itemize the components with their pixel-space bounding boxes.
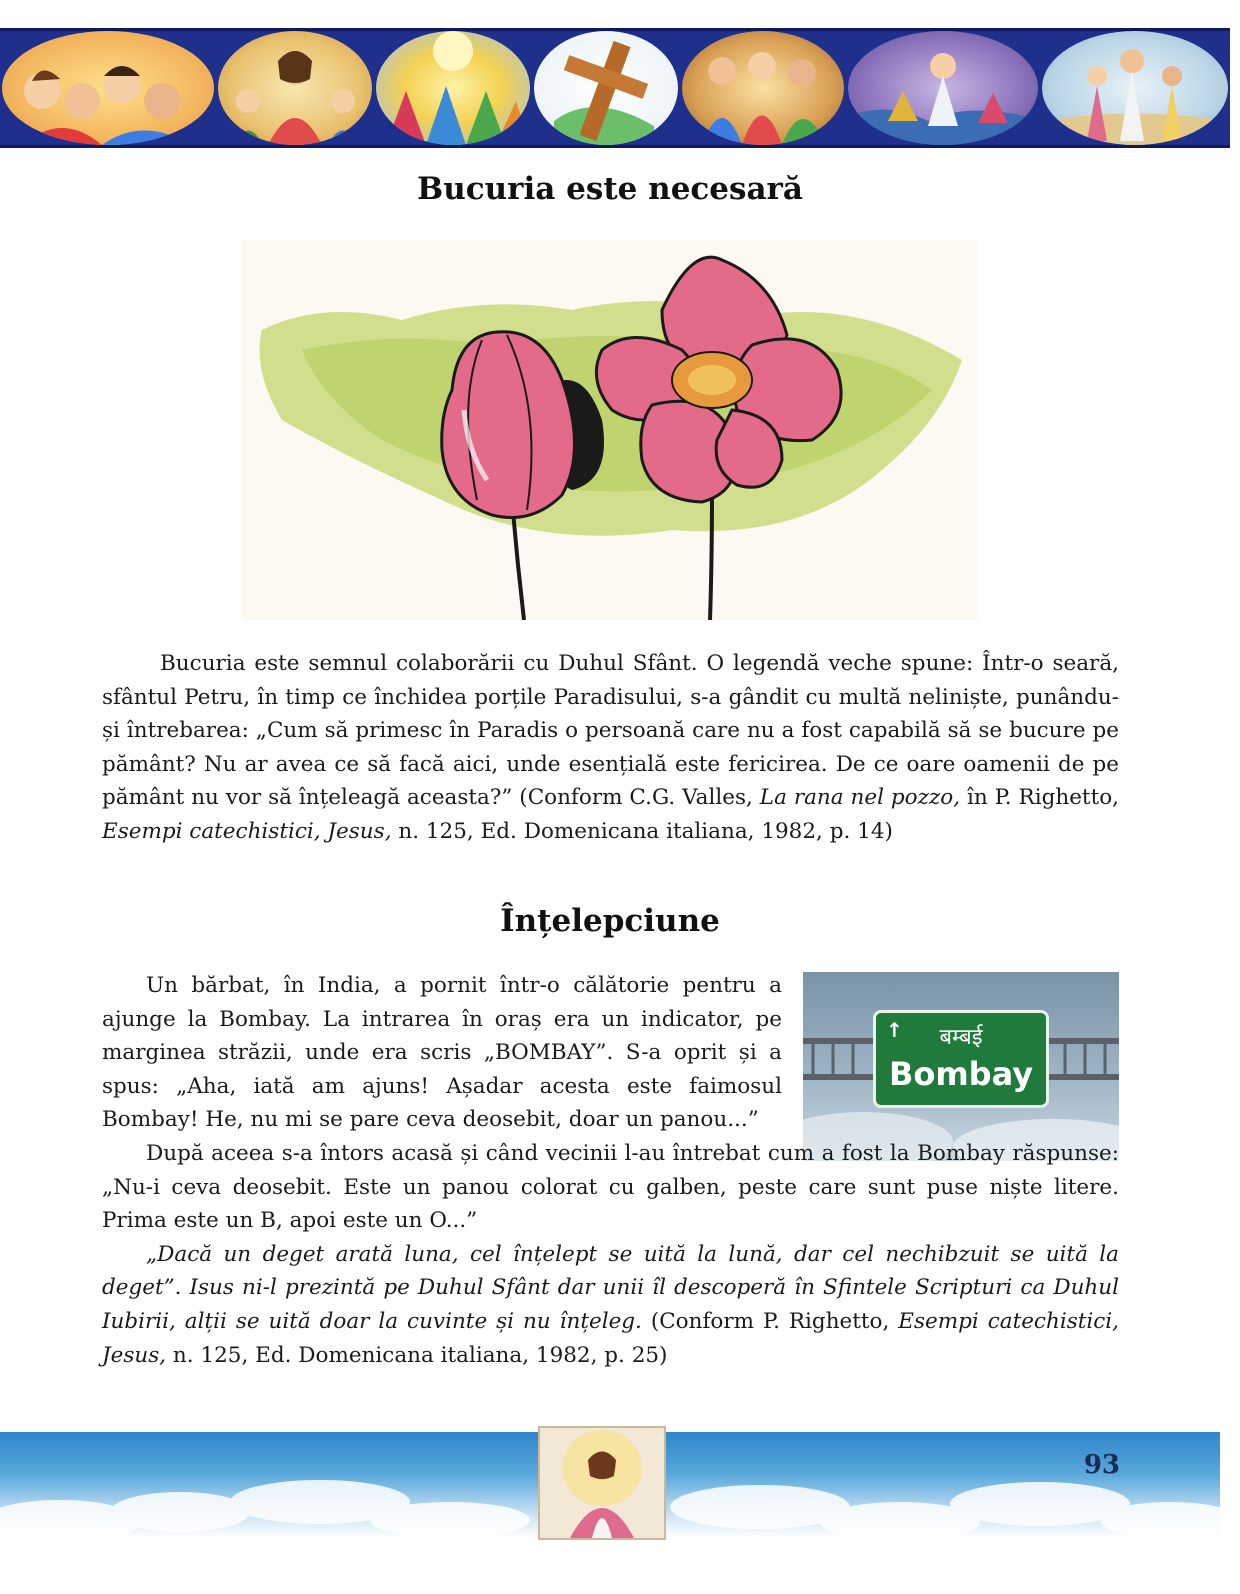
section-title-joy: Bucuria este necesară xyxy=(417,171,803,207)
worship-crowd-icon xyxy=(376,31,530,145)
header-banner xyxy=(0,28,1230,148)
header-illustration-children xyxy=(2,31,214,145)
road-sign xyxy=(873,1010,1049,1108)
joy-paragraph-text-3: n. 125, Ed. Domenicana italiana, 1982, p. 14) xyxy=(391,818,893,844)
joy-paragraph xyxy=(102,647,1119,849)
wisdom-paragraph-2-text: După aceea s-a întors acasă și când vecinii l-au întrebat cum a fost la Bombay răspunse: „Nu-i ceva deosebit. Este un panou colorat cu galben, peste care sunt puse niște litere. Prima este un B, apoi este un O...” xyxy=(102,1141,1119,1234)
jesus-disciples-icon xyxy=(218,31,372,145)
joy-source-title-1: La rana nel pozzo, xyxy=(759,785,961,811)
jesus-figure-icon xyxy=(540,1428,664,1538)
flowers-icon xyxy=(242,240,978,620)
wisdom-source-title: Esempi catechistici, Jesus, xyxy=(102,1308,1119,1368)
footer-jesus-illustration xyxy=(538,1426,666,1540)
cross-icon xyxy=(534,31,678,145)
header-illustration-worship xyxy=(376,31,530,145)
wisdom-paragraph-1 xyxy=(102,969,782,1137)
calming-storm-icon xyxy=(848,31,1038,145)
wisdom-paragraph-1-text: Un bărbat, în India, a pornit într-o călătorie pentru a ajunge la Bombay. La intrarea în oraș era un indicator, pe marginea străzii, unde era scris „BOMBAY”. S-a oprit și a spus: „Aha, iată am ajuns! Așadar acesta este faimosul Bombay! He, nu mi se pare ceva deosebit, doar un panou...” xyxy=(102,973,782,1133)
road-walk-icon xyxy=(1042,31,1228,145)
last-supper-icon xyxy=(682,31,844,145)
banner-edge-bottom xyxy=(0,145,1230,148)
joy-source-title-2: Esempi catechistici, Jesus, xyxy=(102,818,392,844)
arrow-up-icon: ↑ xyxy=(886,1018,903,1042)
header-illustration-road xyxy=(1042,31,1228,145)
wisdom-paragraph-3-text-1: (Conform P. Righetto, xyxy=(641,1308,899,1334)
sign-hindi-text: बम्बई xyxy=(939,1025,983,1050)
joy-paragraph-text-2: în P. Righetto, xyxy=(960,785,1119,811)
joy-paragraph-text-1: Bucuria este semnul colaborării cu Duhul Sfânt. O legendă veche spune: Într-o seară, sfântul Petru, în timp ce închidea porțile Paradisului, s-a gândit cu multă neliniște, punându-și întrebarea: „Cum să primesc în Paradis o persoană care nu a fost capabilă să se bucure pe pământ? Nu ar avea ce să facă aici, unde esențială este fericirea. De ce oare oamenii de pe pământ nu vor să înțeleagă aceasta?” (Conform C.G. Valles, xyxy=(102,651,1119,811)
children-group-icon xyxy=(2,31,214,145)
header-illustration-cross xyxy=(534,31,678,145)
wisdom-paragraph-3-text-2: n. 125, Ed. Domenicana italiana, 1982, p. 25) xyxy=(166,1342,668,1368)
header-illustration-storm xyxy=(848,31,1038,145)
page-number: 93 xyxy=(1083,1450,1120,1480)
header-illustration-jesus-disciples xyxy=(218,31,372,145)
wisdom-paragraph-2-3 xyxy=(102,1137,1119,1372)
section-title-wisdom: Înțelepciune xyxy=(500,903,720,939)
wisdom-quote: „Dacă un deget arată luna, cel înțelept se uită la lună, dar cel nechibzuit se uită la deget”. Isus ni-l prezintă pe Duhul Sfânt dar unii îl descoperă în Sfintele Scripturi ca Duhul Iubirii, alții se uită doar la cuvinte și nu înțeleg. xyxy=(102,1241,1119,1334)
flower-illustration xyxy=(242,240,978,620)
header-illustration-last-supper xyxy=(682,31,844,145)
bombay-sign-photo xyxy=(803,972,1119,1161)
sign-city-name: Bombay xyxy=(888,1055,1034,1093)
